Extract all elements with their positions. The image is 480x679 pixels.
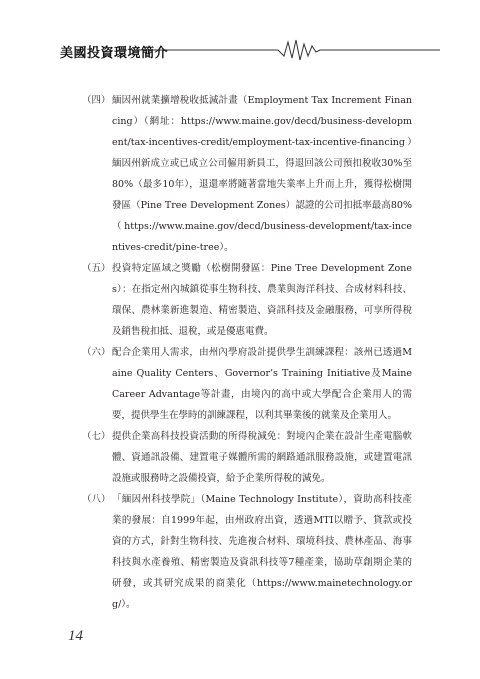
- list-item: [82, 489, 412, 615]
- item-text: 投資特定區域之獎勵（松樹開發區：Pine Tree Development Zones）：在指定州內城鎮從事生物科技、農業與海洋科技、合成材料科技、環保、農林業新進製造、精密製造、資訊科技及金融服務，可享所得稅及銷售稅扣抵、退稅，或是優惠電費。: [112, 263, 412, 337]
- item-number: （六）: [82, 347, 111, 358]
- header-title: 美國投資環境簡介: [60, 46, 169, 61]
- list-item: [82, 342, 412, 426]
- header-waveform-line: [138, 36, 440, 66]
- item-text: 提供企業高科技投資活動的所得稅減免：對境內企業在設計生產電腦軟體、資通訊設備、建置電子媒體所需的網路通訊服務設施，或建置電訊設施或服務時之設備投資，給予企業所得稅的減免。: [112, 431, 412, 484]
- item-number: （八）: [82, 494, 111, 505]
- page-number: 14: [68, 628, 83, 644]
- item-text: 配合企業用人需求，由州內學府設計提供學生訓練課程：該州已透過Maine Quality Centers、Governor’s Training Initiative及Maine Career Advantage等計畫，由境內的高中或大學配合企業用人的需要，提供學生在學時的訓練課程，以利其畢業後的就業及企業用人。: [112, 347, 412, 421]
- document-body: [82, 90, 412, 615]
- item-number: （四）: [82, 95, 111, 106]
- item-number: （五）: [82, 263, 111, 274]
- list-item: [82, 426, 412, 489]
- item-number: （七）: [82, 431, 111, 442]
- item-text: 緬因州就業擴增稅收抵減計畫（Employment Tax Increment Financing）（網址：https://www.maine.gov/decd/business-development/tax-incentives-credit/employment-tax-incentive-financing）緬因州新成立或已成立公司僱用新員工，得退回該公司預扣稅收30%至80%（最多10年），退還率將隨著當地失業率上升而上升，獲得松樹開發區（Pine Tree Development Zones）認證的公司扣抵率最高80%（https://www.maine.gov/decd/business-development/tax-incentives-credit/pine-tree）。: [112, 95, 412, 253]
- list-item: [82, 258, 412, 342]
- list-item: [82, 90, 412, 258]
- running-header: [60, 36, 440, 66]
- item-text: 「緬因州科技學院」（Maine Technology Institute），資助高科技產業的發展：自1999年起，由州政府出資，透過MTI以贈予、貸款或投資的方式，針對生物科技、先進複合材料、環境科技、農林產品、海事科技與水產養殖、精密製造及資訊科技等7種產業，協助草創期企業的研發，或其研究成果的商業化（https://www.mainetechnology.org/）。: [112, 494, 412, 610]
